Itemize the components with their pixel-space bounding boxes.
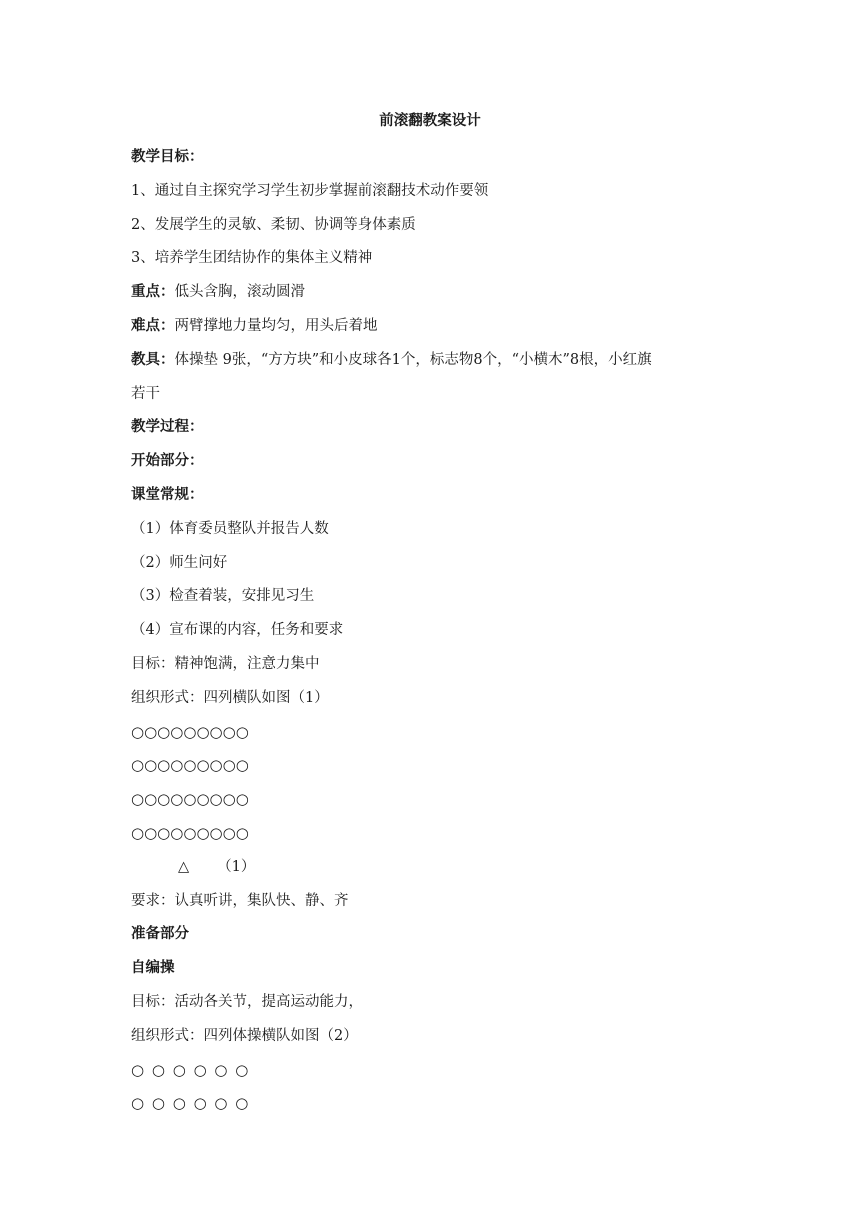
self-exercise-heading: 自编操 xyxy=(131,960,175,977)
formation-1-row-3: ○○○○○○○○○ xyxy=(131,790,249,809)
routine-item-2: （2）师生问好 xyxy=(131,554,228,571)
key-point-label: 重点： xyxy=(131,284,175,301)
formation-1-row-1: ○○○○○○○○○ xyxy=(131,722,249,741)
target-2: 目标：活动各关节，提高运动能力， xyxy=(131,993,363,1010)
requirement-1: 要求：认真听讲，集队快、静、齐 xyxy=(131,892,349,909)
difficulty-line xyxy=(131,315,731,349)
process-heading: 教学过程： xyxy=(131,419,204,436)
routine-heading: 课堂常规： xyxy=(131,486,204,503)
formation-2-row-2: ○ ○ ○ ○ ○ ○ xyxy=(131,1094,249,1113)
goal-item-3: 3、培养学生团结协作的集体主义精神 xyxy=(131,250,373,267)
routine-item-4: （4）宣布课的内容，任务和要求 xyxy=(131,622,344,639)
target-1: 目标：精神饱满，注意力集中 xyxy=(131,655,320,672)
formation-2-row-1: ○ ○ ○ ○ ○ ○ xyxy=(131,1060,249,1079)
formation-1-label: 组织形式：四列横队如图（1） xyxy=(131,689,329,706)
document-title: 前滚翻教案设计 xyxy=(379,113,481,129)
equipment-text-line1: 体操垫 9张，“方方块”和小皮球各1个，标志物8个，“小横木”8根，小红旗 xyxy=(174,351,652,368)
difficulty-text: 两臂撑地力量均匀，用头后着地 xyxy=(174,317,378,334)
equipment-label: 教具： xyxy=(131,351,175,368)
goal-item-2: 2、发展学生的灵敏、柔韧、协调等身体素质 xyxy=(131,216,416,233)
key-point-text: 低头含胸，滚动圆滑 xyxy=(174,284,305,301)
goal-item-1: 1、通过自主探究学习学生初步掌握前滚翻技术动作要领 xyxy=(131,182,489,199)
equipment-line xyxy=(131,349,731,383)
document-body xyxy=(131,146,731,1126)
formation-1-teacher-line xyxy=(131,856,731,890)
routine-item-3: （3）检查着装，安排见习生 xyxy=(131,588,315,605)
goals-heading: 教学目标： xyxy=(131,149,204,165)
difficulty-label: 难点： xyxy=(131,317,175,334)
equipment-text-line2: 若干 xyxy=(131,385,160,402)
routine-item-1: （1）体育委员整队并报告人数 xyxy=(131,520,329,537)
formation-1-caption: （1） xyxy=(217,858,256,875)
formation-1-row-2: ○○○○○○○○○ xyxy=(131,756,249,775)
formation-2-label: 组织形式：四列体操横队如图（2） xyxy=(131,1027,358,1044)
prep-heading: 准备部分 xyxy=(131,926,189,943)
start-heading: 开始部分： xyxy=(131,453,204,470)
teacher-triangle-icon: △ xyxy=(178,858,190,875)
formation-1-row-4: ○○○○○○○○○ xyxy=(131,823,249,842)
key-point-line xyxy=(131,281,731,315)
